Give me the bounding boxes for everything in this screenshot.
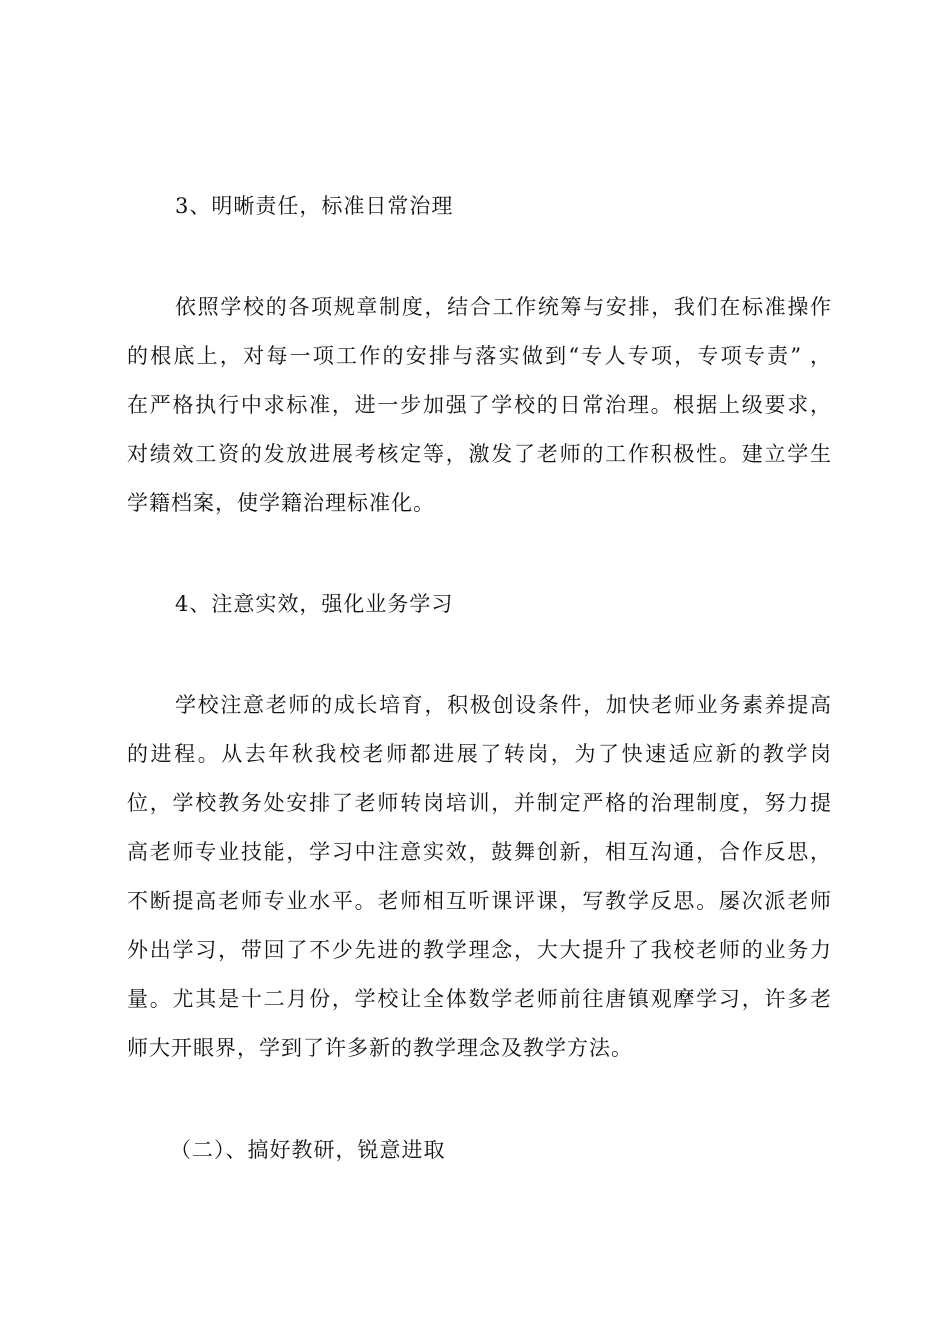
paragraph-line: 对绩效工资的发放进展考核定等，激发了老师的工作积极性。建立学生: [127, 442, 831, 466]
paragraph-line: 的进程。从去年秋我校老师都进展了转岗，为了快速适应新的教学岗: [127, 742, 831, 766]
paragraph-line: 外出学习，带回了不少先进的教学理念，大大提升了我校老师的业务力: [127, 938, 831, 962]
paragraph-line: 学籍档案，使学籍治理标准化。: [127, 491, 435, 515]
paragraph-line: 不断提高老师专业水平。老师相互听课评课，写教学反思。屡次派老师: [127, 889, 831, 913]
paragraph-line: 学校注意老师的成长培育，积极创设条件，加快老师业务素养提高: [175, 693, 831, 717]
paragraph-line: 依照学校的各项规章制度，结合工作统筹与安排，我们在标准操作: [175, 295, 831, 319]
section-heading-2: （二）、搞好教研，锐意进取: [170, 1138, 446, 1162]
section-heading-4: 4、注意实效，强化业务学习: [175, 592, 454, 616]
paragraph-line: 高老师专业技能，学习中注意实效，鼓舞创新，相互沟通，合作反思，: [127, 840, 831, 864]
paragraph-line: 量。尤其是十二月份，学校让全体数学老师前往唐镇观摩学习，许多老: [127, 987, 831, 1011]
paragraph-line: 的根底上，对每一项工作的安排与落实做到“专人专项，专项专责” ，: [127, 344, 831, 368]
paragraph-line: 在严格执行中求标准，进一步加强了学校的日常治理。根据上级要求，: [127, 393, 831, 417]
paragraph-line: 位，学校教务处安排了老师转岗培训，并制定严格的治理制度，努力提: [127, 791, 831, 815]
section-heading-3: 3、明晰责任，标准日常治理: [175, 194, 454, 218]
paragraph-line: 师大开眼界，学到了许多新的教学理念及教学方法。: [127, 1036, 633, 1060]
